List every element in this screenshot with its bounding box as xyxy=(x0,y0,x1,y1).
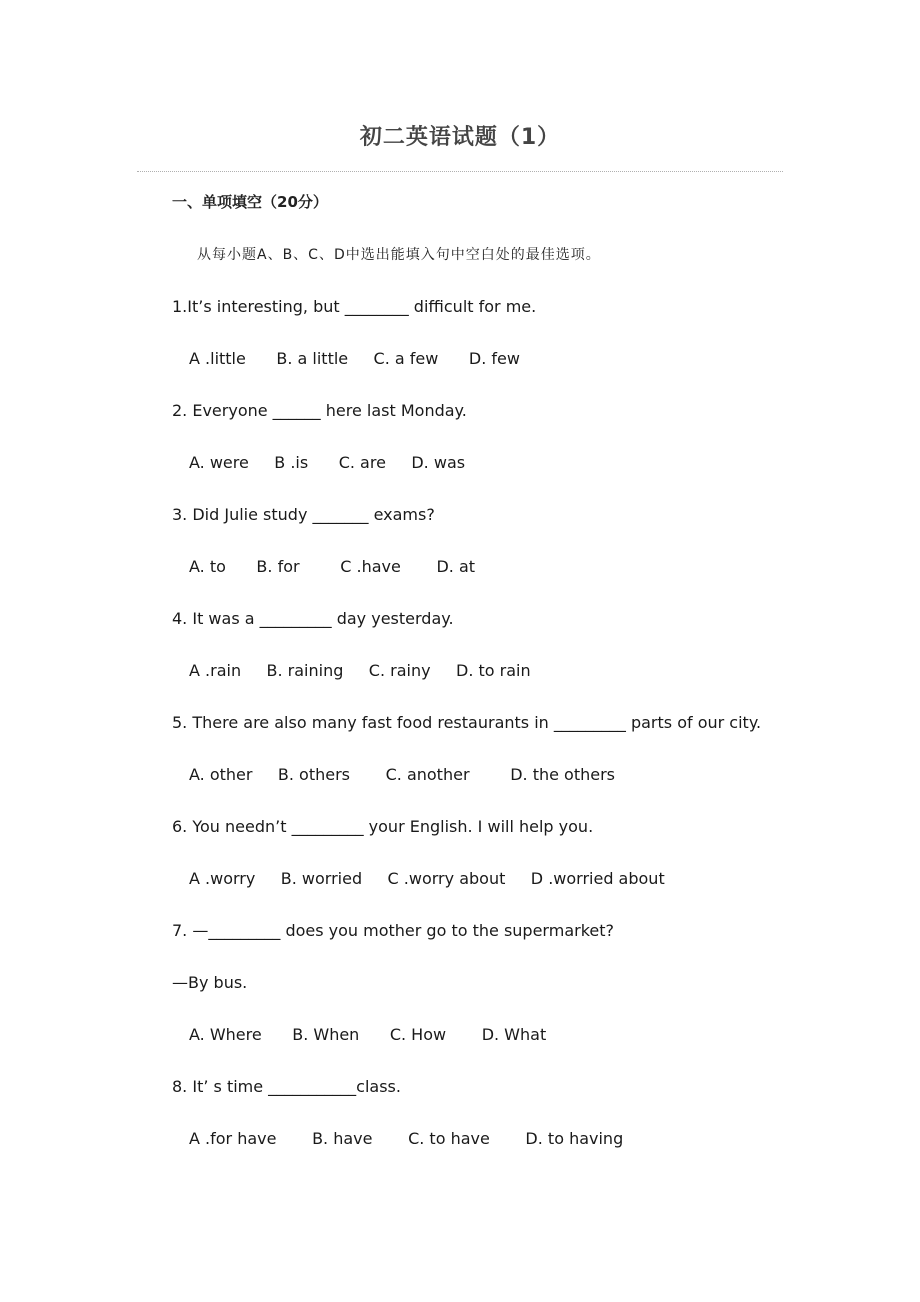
question-7-options: A. Where B. When C. How D. What xyxy=(189,1025,547,1044)
question-3-stem: 3. Did Julie study _______ exams? xyxy=(172,505,435,524)
page-title: 初二英语试题（1） xyxy=(359,125,561,150)
question-8-stem: 8. It’ s time ___________class. xyxy=(172,1077,401,1096)
question-1-stem: 1.It’s interesting, but ________ difficult for me. xyxy=(172,297,537,316)
section-heading: 一、单项填空（20分） xyxy=(172,193,328,211)
question-1-options: A .little B. a little C. a few D. few xyxy=(189,349,520,368)
question-6-stem: 6. You needn’t _________ your English. I will help you. xyxy=(172,817,594,836)
question-7-reply: —By bus. xyxy=(172,973,248,992)
question-2-options: A. were B .is C. are D. was xyxy=(189,453,466,472)
question-5-stem: 5. There are also many fast food restaurants in _________ parts of our city. xyxy=(172,713,762,732)
title-divider xyxy=(137,171,783,172)
question-6-options: A .worry B. worried C .worry about D .worried about xyxy=(189,869,665,888)
question-4-stem: 4. It was a _________ day yesterday. xyxy=(172,609,454,628)
question-8-options: A .for have B. have C. to have D. to having xyxy=(189,1129,624,1148)
question-3-options: A. to B. for C .have D. at xyxy=(189,557,476,576)
question-2-stem: 2. Everyone ______ here last Monday. xyxy=(172,401,467,420)
question-7-stem: 7. —_________ does you mother go to the supermarket? xyxy=(172,921,614,940)
question-4-options: A .rain B. raining C. rainy D. to rain xyxy=(189,661,531,680)
section-instruction: 从每小题A、B、C、D中选出能填入句中空白处的最佳选项。 xyxy=(197,247,601,263)
question-5-options: A. other B. others C. another D. the others xyxy=(189,765,615,784)
